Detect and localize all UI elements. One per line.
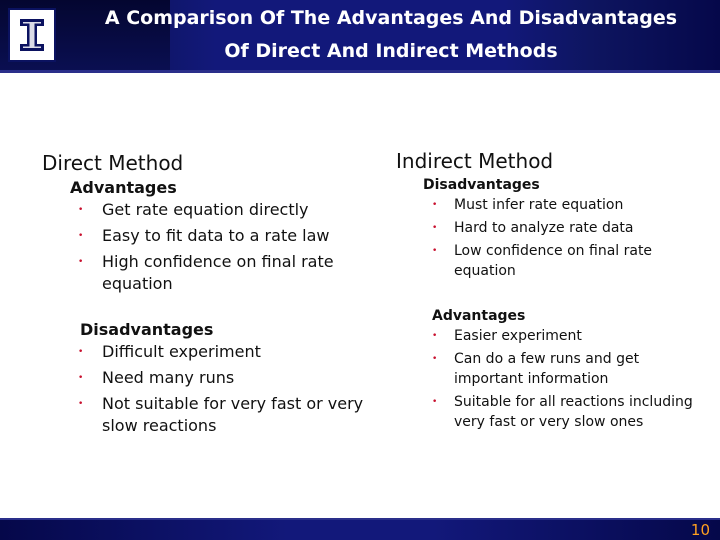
indirect-disadvantages-list (396, 195, 696, 281)
direct-advantages-heading: Advantages (70, 178, 177, 197)
bullet-icon: • (78, 257, 84, 267)
bullet-icon: • (78, 347, 84, 357)
page-number: 10 (690, 521, 710, 539)
list-item: • Easier experiment (432, 328, 582, 344)
header-bar (0, 0, 720, 72)
bullet-icon: • (432, 397, 438, 407)
list-item: • Not suitable for very fast or very slow reactions (78, 394, 364, 435)
slide-title (62, 2, 720, 68)
bullet-icon: • (432, 223, 438, 233)
bullet-icon: • (432, 246, 438, 256)
indirect-method-heading: Indirect Method (396, 149, 554, 173)
list-item: • Hard to analyze rate data (432, 220, 634, 236)
list-item: • Must infer rate equation (432, 197, 624, 213)
list-item: • Get rate equation directly (78, 200, 309, 219)
bullet-icon: • (432, 331, 438, 341)
indirect-disadvantages-heading: Disadvantages (423, 177, 540, 193)
direct-disadvantages-heading: Disadvantages (80, 320, 214, 339)
list-item: • Easy to fit data to a rate law (78, 226, 330, 245)
list-item: • Suitable for all reactions including very fast or very slow ones (432, 394, 693, 430)
direct-advantages-list (42, 199, 372, 295)
indirect-method-column (396, 148, 696, 435)
list-item: • Need many runs (78, 368, 235, 387)
bullet-icon: • (432, 354, 438, 364)
title-line-2: Of Direct And Indirect Methods (224, 40, 558, 62)
list-item: • Can do a few runs and get important information (432, 351, 640, 387)
header-rule (0, 70, 720, 73)
title-line-1: A Comparison Of The Advantages And Disadvantages (104, 7, 678, 29)
bullet-icon: • (78, 373, 84, 383)
list-item: • High confidence on final rate equation (78, 252, 334, 293)
indirect-advantages-list (396, 326, 696, 432)
bullet-icon: • (432, 200, 438, 210)
direct-disadvantages-list (42, 341, 372, 437)
footer-bar (0, 518, 720, 540)
direct-method-column (42, 150, 372, 441)
list-item: • Low confidence on final rate equation (432, 243, 653, 279)
bullet-icon: • (78, 205, 84, 215)
bullet-icon: • (78, 399, 84, 409)
bullet-icon: • (78, 231, 84, 241)
university-block-i-icon (8, 8, 56, 62)
direct-method-heading: Direct Method (42, 151, 184, 175)
indirect-advantages-heading: Advantages (432, 308, 526, 324)
list-item: • Difficult experiment (78, 342, 261, 361)
